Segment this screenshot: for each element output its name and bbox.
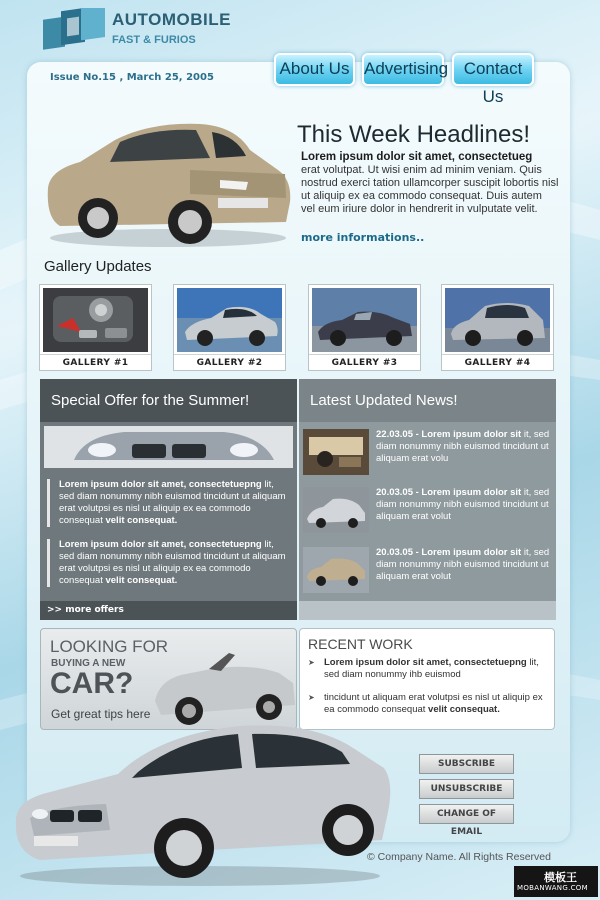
hero-car-image: [40, 110, 295, 248]
news-text: [376, 429, 554, 465]
offer-item-bold: Lorem ipsum dolor sit amet, consectetuepng: [59, 539, 262, 550]
special-offer-header: [40, 379, 297, 422]
promo-line-3: CAR?: [50, 667, 134, 700]
recent-item-text: tincidunt ut aliquam erat volutpsi es nisl ut aliquip ex ea commodo consequat: [324, 692, 543, 715]
recent-work-item[interactable]: [308, 657, 550, 681]
headline-title: This Week Headlines!: [297, 121, 530, 148]
more-informations-link[interactable]: more informations..: [301, 231, 425, 244]
recent-item-text: lit, sed diam nonummy ihb euismod: [324, 657, 539, 680]
news-text: [376, 487, 554, 523]
headline-lead: [301, 151, 559, 216]
news-item-bold: 20.03.05 - Lorem ipsum dolor sit: [376, 487, 522, 498]
copyright-text: © Company Name. All Rights Reserved: [367, 851, 551, 863]
headline-lead-bold: Lorem ipsum dolor sit amet, consectetueg: [301, 151, 533, 163]
gallery-item-3[interactable]: [308, 284, 421, 371]
news-item[interactable]: [303, 429, 553, 479]
headline-lead-text: erat volutpat. Ut wisi enim ad minim veniam. Quis nostrud exerci tation ullamcorper suscipit lobortis nisl ut aliquip ex ea commodo consequat. Duis autem vel eum iriure dolor in hendrerit in vulputate velit.: [301, 164, 559, 215]
gallery-item-1[interactable]: [39, 284, 152, 371]
news-item[interactable]: [303, 547, 553, 597]
recent-item-bold: Lorem ipsum dolor sit amet, consectetuepng: [324, 657, 527, 668]
special-offer-block: [40, 379, 297, 620]
gallery-item-2[interactable]: [173, 284, 286, 371]
news-item-bold: 20.03.05 - Lorem ipsum dolor sit: [376, 547, 522, 558]
news-item-text: it, sed diam nonummy nibh euismod tincidunt ut aliquam erat volu: [376, 429, 550, 464]
arrow-bullet-icon: ➤: [308, 658, 315, 667]
issue-date: Issue No.15 , March 25, 2005: [50, 72, 214, 83]
logo-mark-icon: [41, 8, 107, 58]
promo-line-2: BUYING A NEW: [51, 658, 126, 669]
offer-item: [47, 539, 287, 587]
gallery-thumb-hatchback: [445, 288, 550, 352]
watermark-logo: [514, 866, 598, 897]
news-item[interactable]: [303, 487, 553, 537]
gallery-title: Gallery Updates: [44, 258, 152, 275]
news-item-text: it, sed diam nonummy nibh euismod tincidunt ut aliquam erat volut: [376, 547, 550, 582]
special-offer-title: Special Offer for the Summer!: [51, 392, 250, 409]
featured-coupe-image: [10, 712, 395, 888]
nav-about-us-button[interactable]: About Us: [274, 53, 355, 86]
offer-item-text: lit, sed diam nonummy nibh euismod tincidunt ut aliquam erat volutpsi es nisl ut aliquip ex ea commodo consequat: [59, 539, 286, 586]
offer-item-tail: velit consequat.: [105, 575, 178, 586]
gallery-thumb-roadster: [312, 288, 417, 352]
watermark-line-2: MOBANWANG.COM: [517, 884, 588, 892]
recent-item-tail: velit consequat.: [428, 704, 500, 715]
nav-contact-us-button[interactable]: Contact Us: [452, 53, 534, 86]
watermark-line-1: 模板王: [544, 871, 577, 884]
news-text: [376, 547, 554, 583]
latest-news-block: [299, 379, 556, 620]
news-item-bold: 22.03.05 - Lorem ipsum dolor sit: [376, 429, 522, 440]
nav-advertising-button[interactable]: Advertising: [362, 53, 444, 86]
offer-banner-car-front: [44, 426, 293, 468]
promo-line-1: LOOKING FOR: [50, 637, 169, 656]
gallery-label: GALLERY #2: [174, 354, 285, 370]
news-item-text: it, sed diam nonummy nibh euismod tincidunt ut aliquam erat volut: [376, 487, 550, 522]
offer-item: [47, 479, 287, 527]
news-thumb-silver-car: [303, 487, 369, 533]
news-thumb-sedan: [303, 547, 369, 593]
gallery-thumb-blue-car: [177, 288, 282, 352]
change-of-email-button[interactable]: CHANGE OF EMAIL: [419, 804, 514, 824]
offer-item-bold: Lorem ipsum dolor sit amet, consectetuepng: [59, 479, 262, 490]
offer-item-tail: velit consequat.: [105, 515, 178, 526]
latest-news-title: Latest Updated News!: [310, 392, 458, 409]
gallery-thumb-dashboard: [43, 288, 148, 352]
news-thumb-interior: [303, 429, 369, 475]
gallery-label: GALLERY #1: [40, 354, 151, 370]
logo-subtitle: FAST & FURIOS: [112, 34, 196, 46]
latest-news-header: [299, 379, 556, 422]
promo-line-4: Get great tips here: [51, 707, 151, 721]
gallery-label: GALLERY #3: [309, 354, 420, 370]
gallery-label: GALLERY #4: [442, 354, 553, 370]
gallery-item-4[interactable]: [441, 284, 554, 371]
arrow-bullet-icon: ➤: [308, 693, 315, 702]
subscribe-button[interactable]: SUBSCRIBE: [419, 754, 514, 774]
news-footer-bar: [299, 601, 556, 620]
logo-title: AUTOMOBILE: [112, 10, 231, 29]
unsubscribe-button[interactable]: UNSUBSCRIBE: [419, 779, 514, 799]
more-offers-link[interactable]: >> more offers: [40, 601, 297, 620]
offer-item-text: lit, sed diam nonummy nibh euismod tincidunt ut aliquam erat volutpsi es nisl ut aliquip ex ea commodo consequat: [59, 479, 286, 526]
recent-work-title: RECENT WORK: [308, 636, 413, 652]
